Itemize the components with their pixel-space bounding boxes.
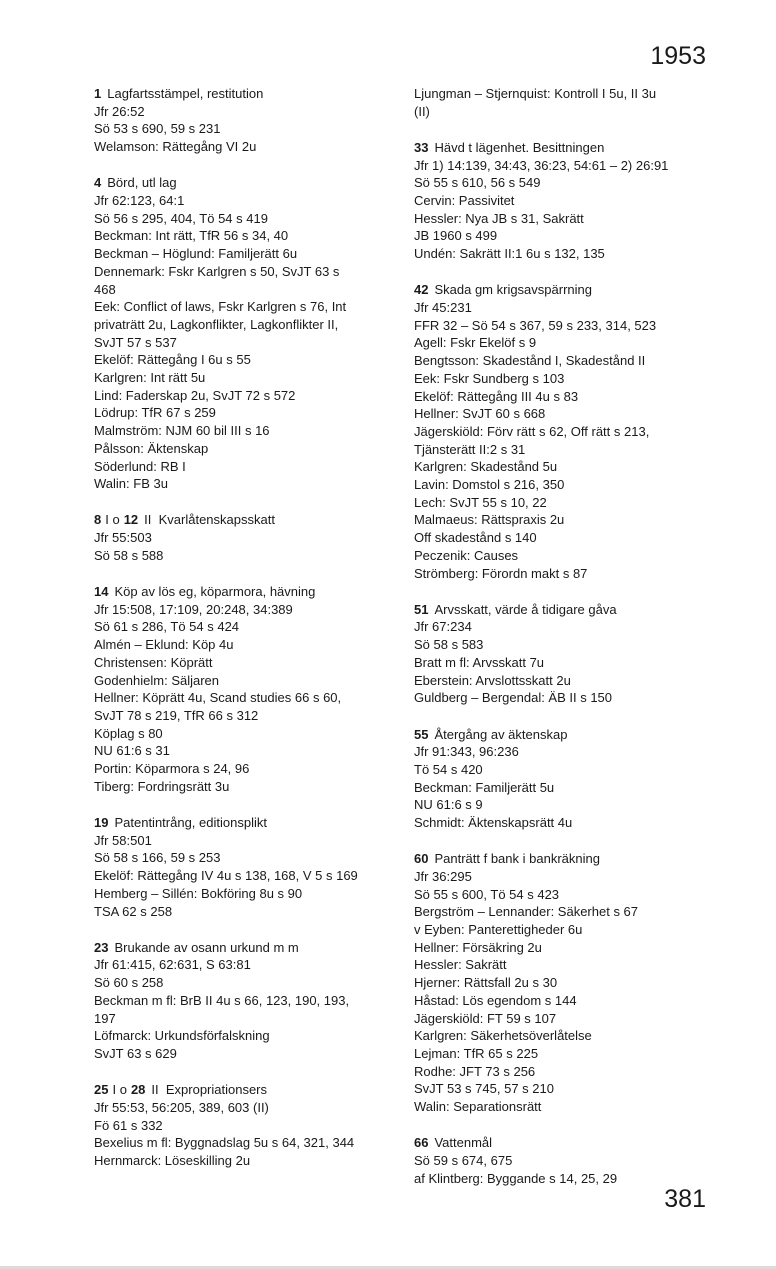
case-title: Börd, utl lag [107,175,177,191]
reference-line: Lech: SvJT 55 s 10, 22 [414,494,547,510]
reference-line: SvJT 57 s 537 [94,334,177,350]
case-heading [94,814,399,832]
reference-line: Walin: Separationsrätt [414,1099,542,1115]
case-title: Återgång av äktenskap [434,726,568,742]
reference-line: Ekelöf: Rättegång IV 4u s 138, 168, V 5 s 169 [94,868,358,884]
reference-line: Sö 53 s 690, 59 s 231 [94,121,221,137]
reference-line: Sö 56 s 295, 404, Tö 54 s 419 [94,210,268,226]
case-heading [94,939,399,957]
reference-line: Karlgren: Skadestånd 5u [414,459,558,475]
reference-line: Söderlund: RB I [94,458,186,474]
reference-line: 468 [94,281,116,297]
case-number: 42 [414,282,429,298]
reference-line: Agell: Fskr Ekelöf s 9 [414,335,537,351]
case-entry [94,814,399,920]
page-number: 381 [664,1185,706,1213]
reference-line: Hellner: Köprätt 4u, Scand studies 66 s 60, [94,690,342,706]
reference-line: Ljungman – Stjernquist: Kontroll I 5u, II 3u [414,86,657,101]
reference-line: Malmström: NJM 60 bil III s 16 [94,423,270,439]
reference-line: privaträtt 2u, Lagkonflikter, Lagkonflikter II, [94,316,339,332]
reference-line: Portin: Köparmora s 24, 96 [94,761,250,777]
case-title: Panträtt f bank i bankräkning [434,851,600,867]
case-entry [414,850,719,1116]
reference-line: Welamson: Rättegång VI 2u [94,139,257,155]
reference-line: Jfr 15:508, 17:109, 20:248, 34:389 [94,601,293,617]
reference-line: Hellner: SvJT 60 s 668 [414,406,546,422]
left-column [94,85,399,1188]
reference-line: Tö 54 s 420 [414,761,483,777]
reference-line: Jfr 58:501 [94,832,152,848]
reference-line: Jfr 67:234 [414,619,472,635]
reference-line: Sö 61 s 286, Tö 54 s 424 [94,619,240,635]
reference-line: Jfr 61:415, 62:631, S 63:81 [94,957,251,973]
reference-line: Hernmarck: Löseskilling 2u [94,1152,251,1168]
reference-line: Hessler: Sakrätt [414,957,507,973]
case-entry [94,583,399,795]
case-number-second: 12 [123,512,139,528]
case-number-second: 28 [130,1082,146,1098]
reference-line: SvJT 78 s 219, TfR 66 s 312 [94,708,259,723]
case-number: 23 [94,939,109,955]
case-heading [414,139,719,157]
case-entry [94,174,399,493]
reference-line: Jägerskiöld: Förv rätt s 62, Off rätt s 213, [414,423,650,439]
reference-line: NU 61:6 s 31 [94,743,170,759]
reference-line: Jfr 62:123, 64:1 [94,193,185,209]
case-title: Lagfartsstämpel, restitution [107,86,264,101]
case-title: II Kvarlåtenskapsskatt [144,512,275,528]
case-title: Arvsskatt, värde å tidigare gåva [434,601,617,617]
reference-line: Almén – Eklund: Köp 4u [94,637,234,653]
reference-line: SvJT 63 s 629 [94,1045,177,1061]
year-heading: 1953 [650,42,706,70]
reference-line: Sö 58 s 166, 59 s 253 [94,850,221,866]
reference-line: Sö 59 s 674, 675 [414,1152,513,1168]
reference-line: Hellner: Försäkring 2u [414,939,542,955]
reference-line: Hjerner: Rättsfall 2u s 30 [414,975,558,991]
reference-line: Strömberg: Förordn makt s 87 [414,565,588,581]
reference-line: Beckman – Höglund: Familjerätt 6u [94,246,298,262]
case-title: Vattenmål [434,1135,493,1151]
reference-line: Cervin: Passivitet [414,193,515,209]
reference-line: Karlgren: Int rätt 5u [94,370,206,386]
reference-line: FFR 32 – Sö 54 s 367, 59 s 233, 314, 523 [414,317,657,333]
case-title: II Expropriationsers [151,1082,268,1098]
reference-line: af Klintberg: Byggande s 14, 25, 29 [414,1170,618,1186]
reference-line: NU 61:6 s 9 [414,797,483,813]
reference-line: Lind: Faderskap 2u, SvJT 72 s 572 [94,387,296,403]
case-title: Skada gm krigsavspärrning [434,282,592,298]
reference-line: TSA 62 s 258 [94,903,173,919]
case-number: 8 [94,512,102,528]
case-number: 1 [94,86,102,101]
case-heading [94,85,399,103]
case-entry [94,939,399,1063]
reference-line: Godenhielm: Säljaren [94,672,220,688]
case-entry [94,85,399,156]
case-heading [414,850,719,868]
case-heading [414,726,719,744]
reference-line: Jfr 45:231 [414,300,472,316]
case-entry [414,1134,719,1187]
reference-line: Bergström – Lennander: Säkerhet s 67 [414,904,639,920]
reference-line: SvJT 53 s 745, 57 s 210 [414,1081,554,1097]
case-title: Brukande av osann urkund m m [114,939,299,955]
case-number: 14 [94,584,109,600]
reference-line: Jfr 36:295 [414,868,472,884]
reference-line: Bexelius m fl: Byggnadslag 5u s 64, 321, 344 [94,1135,355,1151]
reference-line: Guldberg – Bergendal: ÄB II s 150 [414,690,613,706]
reference-line: Sö 60 s 258 [94,975,164,991]
case-title: Hävd t lägenhet. Besittningen [434,139,605,155]
case-heading [414,1134,719,1152]
reference-line: Christensen: Köprätt [94,654,213,670]
case-heading [94,1081,399,1099]
reference-line: Beckman m fl: BrB II 4u s 66, 123, 190, 193, [94,992,350,1008]
reference-line: 197 [94,1010,116,1026]
reference-line: Tiberg: Fordringsrätt 3u [94,778,230,794]
reference-line: Sö 58 s 588 [94,547,164,563]
case-number: 33 [414,139,429,155]
right-column [414,85,719,1206]
case-number: 66 [414,1135,429,1151]
reference-line: Pålsson: Äktenskap [94,440,209,456]
reference-line: Walin: FB 3u [94,476,168,492]
reference-line: Fö 61 s 332 [94,1117,163,1133]
case-number: 60 [414,851,429,867]
reference-line: Lejman: TfR 65 s 225 [414,1045,539,1061]
reference-line: Rodhe: JFT 73 s 256 [414,1063,536,1079]
reference-line: Peczenik: Causes [414,547,519,563]
case-heading [414,281,719,299]
reference-line: Hemberg – Sillén: Bokföring 8u s 90 [94,885,303,901]
reference-line: Dennemark: Fskr Karlgren s 50, SvJT 63 s [94,263,340,279]
reference-line: Off skadestånd s 140 [414,530,537,546]
reference-line: Jfr 55:503 [94,530,152,546]
reference-line: Jägerskiöld: FT 59 s 107 [414,1010,557,1026]
case-entry [414,85,719,120]
reference-line: Löfmarck: Urkundsförfalskning [94,1028,270,1044]
case-entry [94,511,399,564]
reference-line: Karlgren: Säkerhetsöverlåtelse [414,1028,592,1044]
reference-line: Bengtsson: Skadestånd I, Skadestånd II [414,353,646,369]
case-entry [414,726,719,832]
case-heading [94,583,399,601]
case-heading [94,174,399,192]
reference-line: v Eyben: Panterettigheder 6u [414,922,583,938]
reference-line: Sö 55 s 600, Tö 54 s 423 [414,886,560,902]
reference-line: Eek: Fskr Sundberg s 103 [414,370,565,386]
reference-line: Jfr 1) 14:139, 34:43, 36:23, 54:61 – 2) 26:91 [414,157,669,173]
reference-line: Schmidt: Äktenskapsrätt 4u [414,815,573,831]
reference-line: Jfr 55:53, 56:205, 389, 603 (II) [94,1099,269,1115]
reference-line: Ekelöf: Rättegång I 6u s 55 [94,352,251,368]
reference-line: Bratt m fl: Arvsskatt 7u [414,654,545,670]
case-heading [414,601,719,619]
reference-line: Sö 55 s 610, 56 s 549 [414,175,541,191]
case-entry [414,139,719,263]
reference-line: Undén: Sakrätt II:1 6u s 132, 135 [414,246,605,262]
reference-line: Lödrup: TfR 67 s 259 [94,405,216,421]
case-heading [94,511,399,529]
reference-line: JB 1960 s 499 [414,228,498,244]
reference-line: (II) [414,103,430,119]
reference-line: Köplag s 80 [94,725,163,741]
reference-line: Jfr 91:343, 96:236 [414,744,519,760]
case-number: 19 [94,815,109,831]
case-number-joiner: I o [105,512,120,528]
reference-line: Malmaeus: Rättspraxis 2u [414,512,565,528]
reference-line: Lavin: Domstol s 216, 350 [414,477,565,493]
reference-line: Eberstein: Arvslottsskatt 2u [414,672,571,688]
case-number: 55 [414,726,429,742]
reference-line: Tjänsterätt II:2 s 31 [414,441,526,457]
reference-line: Hessler: Nya JB s 31, Sakrätt [414,210,584,226]
case-number-joiner: I o [112,1082,127,1098]
reference-line: Beckman: Familjerätt 5u [414,779,555,795]
reference-line: Håstad: Lös egendom s 144 [414,992,577,1008]
reference-line: Sö 58 s 583 [414,637,484,653]
reference-line: Eek: Conflict of laws, Fskr Karlgren s 76, Int [94,299,347,315]
case-entry [414,281,719,582]
case-entry [414,601,719,707]
case-title: Köp av lös eg, köparmora, hävning [114,584,316,600]
case-title: Patentintrång, editionsplikt [114,815,267,831]
case-number: 4 [94,175,102,191]
case-number: 25 [94,1082,109,1098]
reference-line: Ekelöf: Rättegång III 4u s 83 [414,388,579,404]
reference-line: Beckman: Int rätt, TfR 56 s 34, 40 [94,228,289,244]
reference-line: Jfr 26:52 [94,103,145,119]
case-number: 51 [414,601,429,617]
case-entry [94,1081,399,1170]
